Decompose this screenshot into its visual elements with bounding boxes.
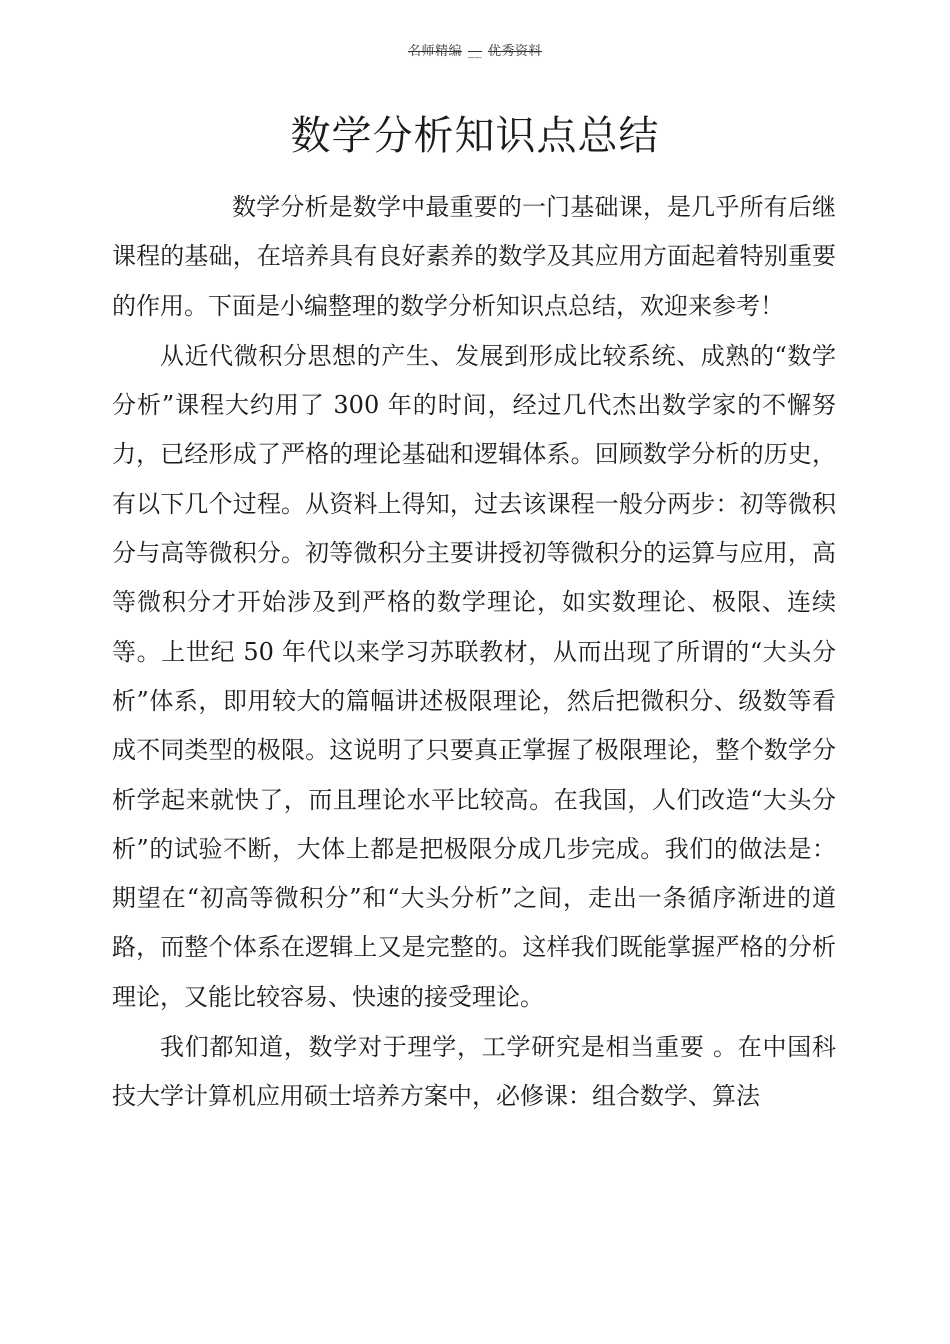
header-left: 名师精编 bbox=[407, 44, 462, 59]
header-right: 优秀资料 bbox=[488, 44, 543, 59]
paragraph-importance: 我们都知道，数学对于理学，工学研究是相当重要 。在中国科技大学计算机应用硕士培养方案中，必修课：组合数学、算法 bbox=[112, 1033, 836, 1111]
paragraph-history: 从近代微积分思想的产生、发展到形成比较系统、成熟的“数学分析”课程大约用了 300 年的时间，经过几代杰出数学家的不懈努力，已经形成了严格的理论基础和逻辑体系。回顾数学分析的历史，有以下几个过程。从资料上得知，过去该课程一般分两步：初等微积分与高等微积分。初等微积分主要讲授初等微积分的运算与应用，高等微积分才开始涉及到严格的数学理论，如实数理论、极限、连续等。上世纪 50 年代以来学习苏联教材，从而出现了所谓的“大头分析”体系，即用较大的篇幅讲述极限理论，然后把微积分、级数等看成不同类型的极限。这说明了只要真正掌握了极限理论，整个数学分析学起来就快了，而且理论水平比较高。在我国，人们改造“大头分析”的试验不断，大体上都是把极限分成几步完成。我们的做法是：期望在“初高等微积分”和“大头分析”之间，走出一条循序渐进的道路，而整个体系在逻辑上又是完整的。这样我们既能掌握严格的分析理论，又能比较容易、快速的接受理论。 bbox=[112, 341, 836, 1011]
document-title: 数学分析知识点总结 bbox=[290, 113, 660, 159]
header-separator: __ bbox=[468, 44, 482, 59]
page-header bbox=[0, 40, 950, 59]
document-body bbox=[112, 183, 836, 1122]
paragraph-intro: 数学分析是数学中最重要的一门基础课，是几乎所有后继课程的基础，在培养具有良好素养的数学及其应用方面起着特别重要的作用。下面是小编整理的数学分析知识点总结，欢迎来参考！ bbox=[112, 193, 836, 320]
